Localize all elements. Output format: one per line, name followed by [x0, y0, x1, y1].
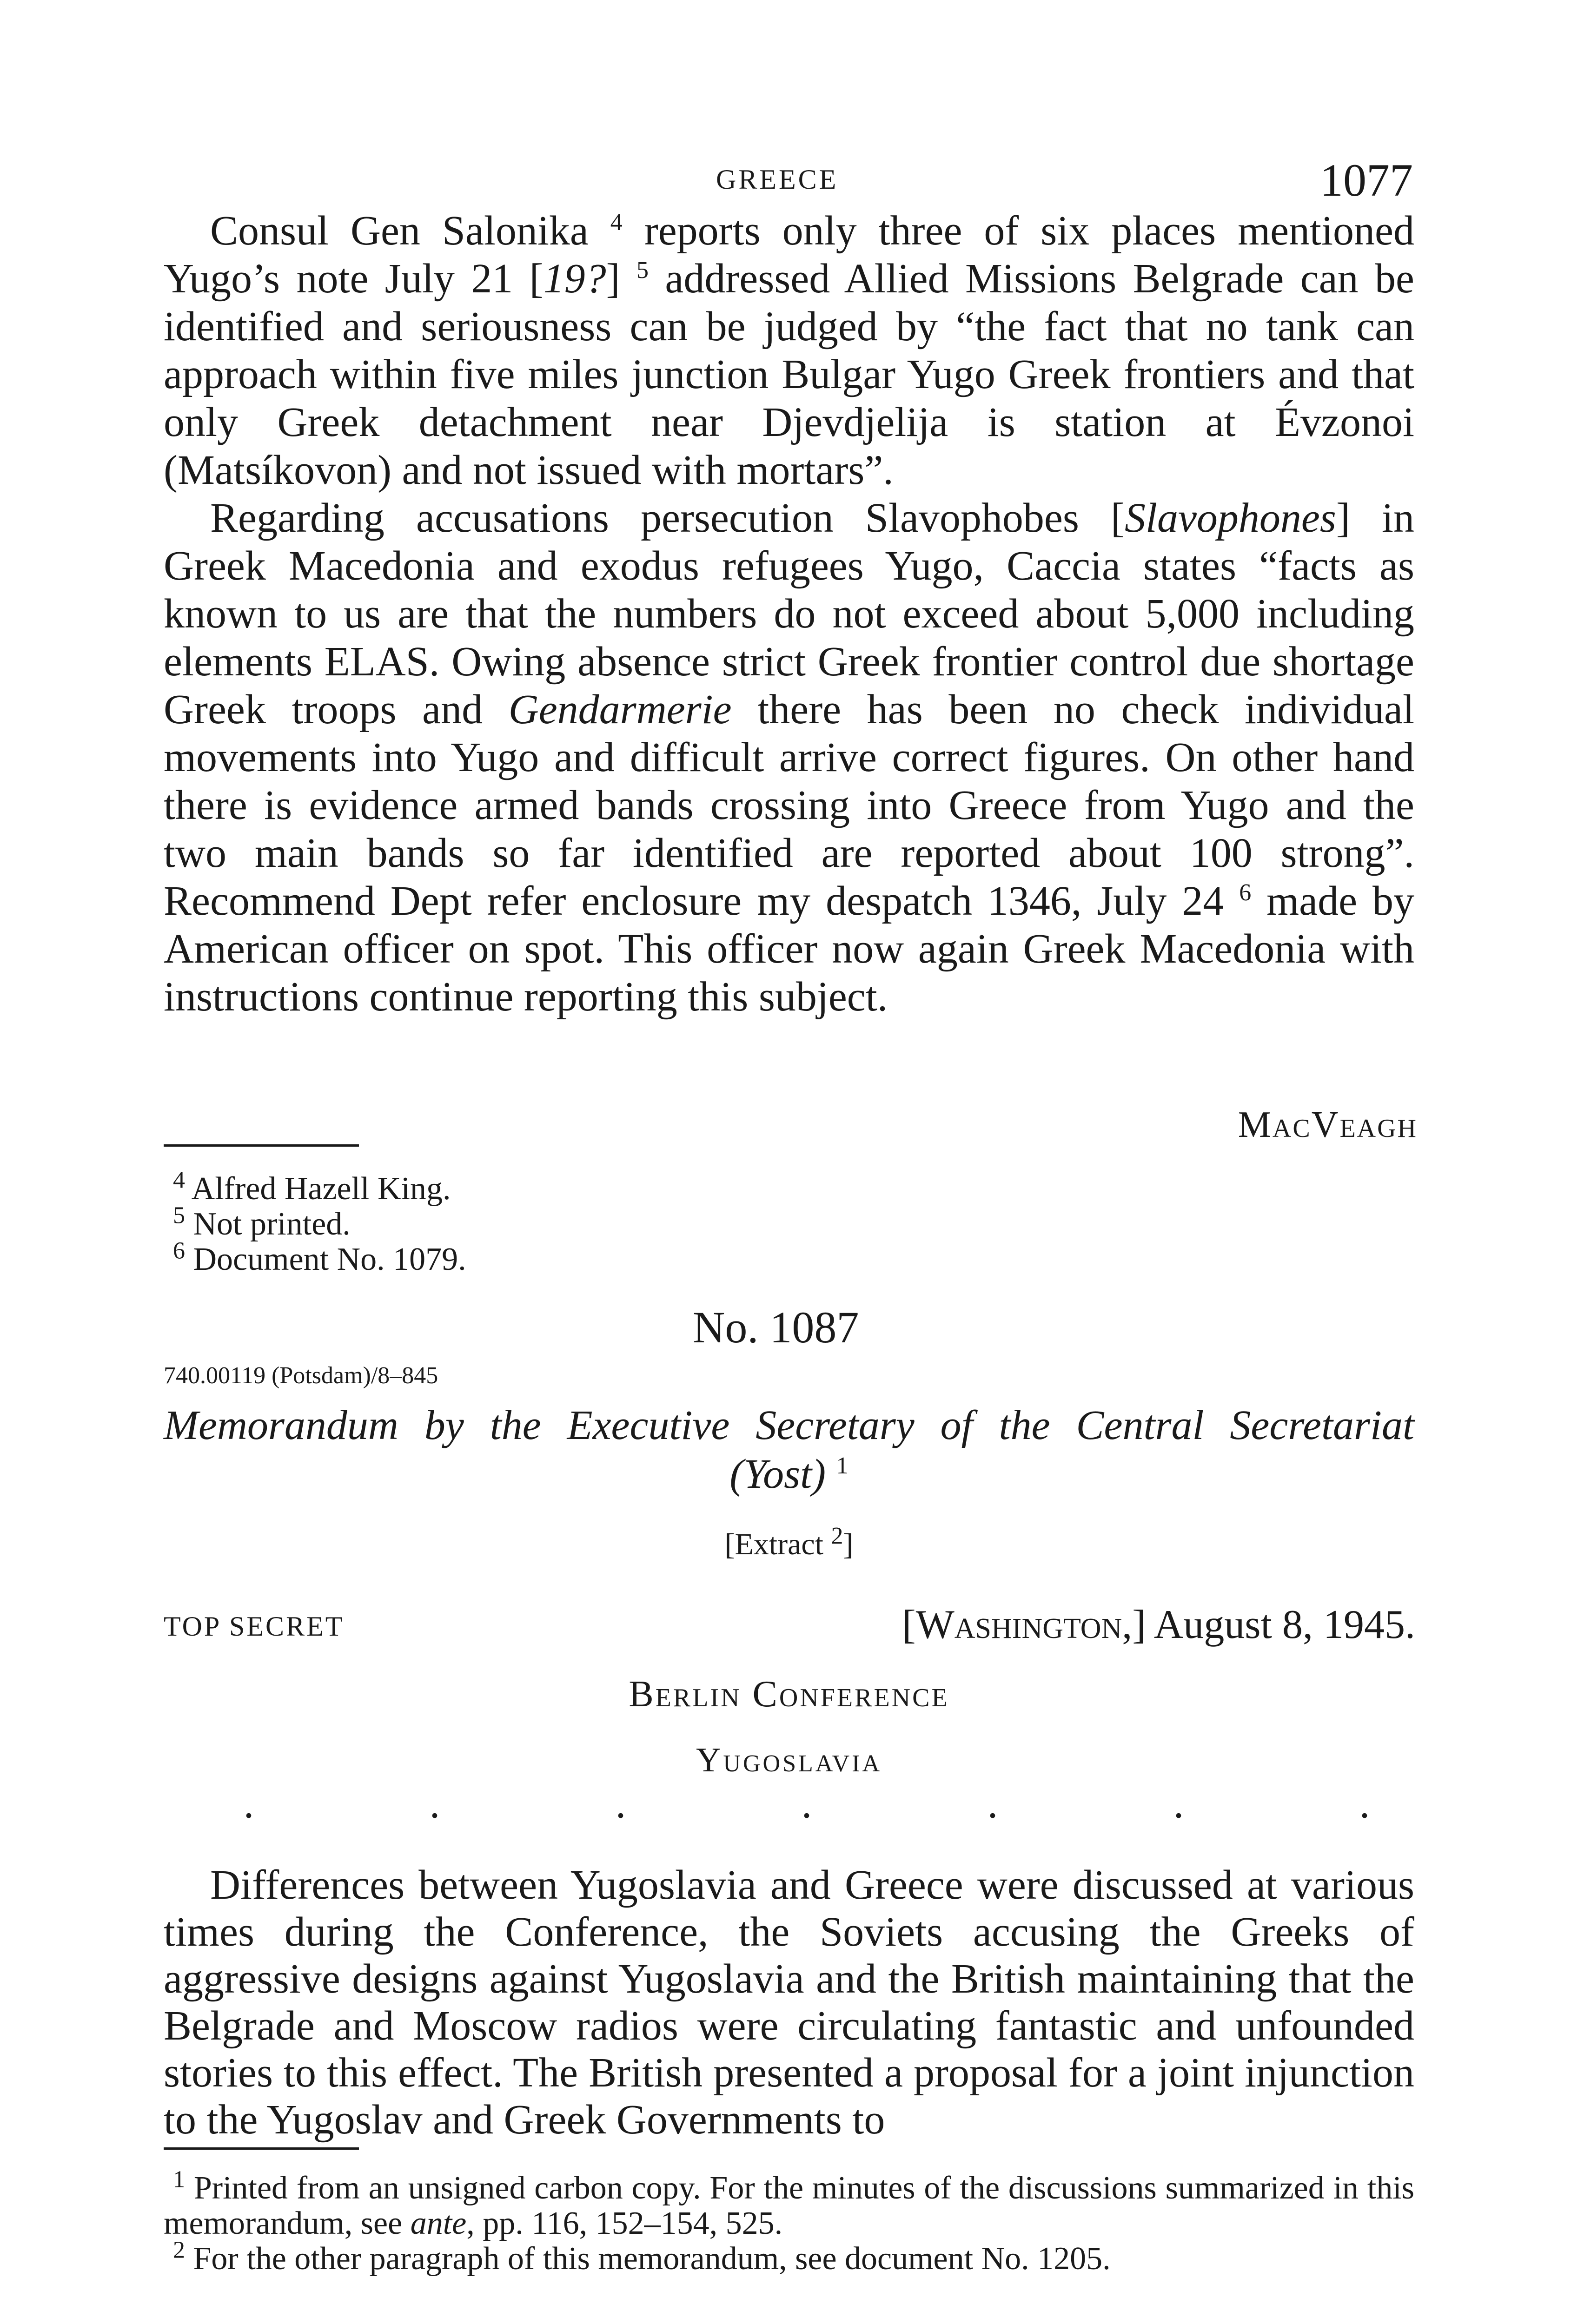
- footnote-ref-2: 2: [831, 1523, 843, 1549]
- omission-dot: ·: [242, 1793, 256, 1839]
- memo-body: [164, 1862, 1414, 2143]
- footnote-2: $^2$ For the other paragraph of this memorandum, see document No. 1205.: [173, 2237, 1111, 2277]
- telegram-paragraph-1: Consul Gen Salonika $^4$ reports only three of six places mentioned Yugo’s note July 21 [19?] $^5$ addressed Allied Missions Belgrade can be identified and seriousness can be judged by “the fact that no tank can approach within five miles junction Bulgar Yugo Greek frontiers and that only Greek detachment near Djevdjelija is station at Évzonoi (Matsíkovon) and not issued with mortars”.: [164, 208, 1414, 493]
- extract-label: [Extract $^2$]: [724, 1523, 854, 1561]
- omission-dots: [242, 1792, 1372, 1840]
- dateline: [Washington,] August 8, 1945.: [902, 1602, 1415, 1647]
- footnote-ref-5: 5: [636, 257, 649, 284]
- omission-dot: ·: [986, 1793, 1000, 1839]
- omission-dot: ·: [614, 1793, 628, 1839]
- memo-paragraph: Differences between Yugoslavia and Greece were discussed at various times during the Conference, the Soviets accusing the Greeks of aggressive designs against Yugoslavia and the British maintaining that the Belgrade and Moscow radios were circulating fantastic and unfounded stories to this effect. The British presented a proposal for a joint injunction to the Yugoslav and Greek Governments to: [164, 1862, 1414, 2143]
- footnote-rule-bottom: [164, 2147, 359, 2150]
- telegram-body: [164, 207, 1414, 1021]
- footnote-rule-top: [164, 1144, 359, 1147]
- footnotes-bottom: [164, 2166, 1414, 2277]
- footnote-1: $^1$ Printed from an unsigned carbon copy. For the minutes of the discussions summarized in this memorandum, see ante, pp. 116, 152–154, 525.: [164, 2166, 1414, 2241]
- classification: TOP SECRET: [164, 1611, 345, 1642]
- memo-title-line-1: Memorandum by the Executive Secretary of the Central Secretariat: [164, 1402, 1414, 1448]
- running-title: GREECE: [716, 164, 839, 195]
- heading-yugoslavia: Yugoslavia: [696, 1741, 882, 1779]
- memo-title-line-2: (Yost) $^1$: [729, 1451, 848, 1497]
- footnote-4: $^4$ Alfred Hazell King.: [173, 1167, 451, 1207]
- footnote-6: $^6$ Document No. 1079.: [173, 1237, 466, 1277]
- omission-dot: ·: [800, 1793, 814, 1839]
- heading-berlin-conference: Berlin Conference: [629, 1674, 949, 1715]
- document-number: No. 1087: [693, 1302, 859, 1352]
- signature: MacVeagh: [1238, 1104, 1418, 1145]
- file-reference: 740.00119 (Potsdam)/8–845: [164, 1362, 438, 1389]
- telegram-paragraph-2: Regarding accusations persecution Slavophobes [Slavophones] in Greek Macedonia and exodus refugees Yugo, Caccia states “facts as known to us are that the numbers do not exceed about 5,000 including elements ELAS. Owing absence strict Greek frontier control due shortage Greek troops and Gendarmerie there has been no check individual movements into Yugo and difficult arrive correct figures. On other hand there is evidence armed bands crossing into Greece from Yugo and the two main bands so far identified are reported about 100 strong”. Recommend Dept refer enclosure my despatch 1346, July 24 $^6$ made by American officer on spot. This officer now again Greek Macedonia with instructions continue reporting this subject.: [164, 495, 1414, 1020]
- omission-dot: ·: [1358, 1793, 1372, 1839]
- omission-dot: ·: [428, 1793, 442, 1839]
- omission-dot: ·: [1172, 1793, 1186, 1839]
- page-number: 1077: [1320, 154, 1413, 206]
- footnote-ref-6: 6: [1239, 879, 1252, 906]
- footnote-ref-4: 4: [610, 209, 623, 236]
- footnote-5: $^5$ Not printed.: [173, 1202, 351, 1242]
- footnotes-top: [173, 1167, 466, 1277]
- footnote-ref-1: 1: [836, 1452, 848, 1479]
